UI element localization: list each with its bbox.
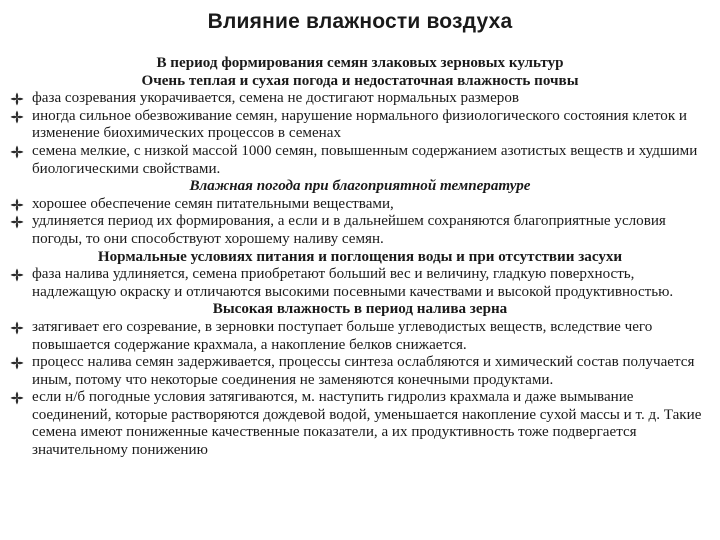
- diamond-bullet-icon: [10, 391, 24, 405]
- bullet-text: процесс налива семян задерживается, процессы синтеза ослабляются и химический состав получается иным, потому что некоторые соединения не заменяются конечными продуктами.: [32, 354, 695, 388]
- bullet-text: затягивает его созревание, в зерновки поступает больше углеводистых веществ, вследствие чего повышается содержание крахмала, а накопление белков снижается.: [32, 318, 653, 353]
- bullet-item: [10, 196, 710, 214]
- bullet-item: [10, 143, 710, 178]
- bullet-text: хорошее обеспечение семян питательными веществами,: [32, 195, 394, 212]
- bullet-item: [10, 266, 710, 301]
- bullet-item: [10, 319, 710, 354]
- diamond-bullet-icon: [10, 110, 24, 124]
- slide-title: Влияние влажности воздуха: [207, 10, 513, 33]
- section-heading: Нормальные условиях питания и поглощения воды и при отсутствии засухи: [97, 248, 623, 265]
- section-heading: Очень теплая и сухая погода и недостаточная влажность почвы: [141, 72, 579, 89]
- section-heading: Влажная погода при благоприятной температуре: [189, 178, 531, 195]
- diamond-bullet-icon: [10, 145, 24, 159]
- slide-content: [10, 55, 710, 460]
- diamond-bullet-icon: [10, 92, 24, 106]
- bullet-text: семена мелкие, с низкой массой 1000 семян, повышенным содержанием азотистых веществ и худшими биологическими свойствами.: [32, 142, 698, 177]
- diamond-bullet-icon: [10, 268, 24, 282]
- bullet-item: [10, 354, 710, 389]
- bullet-item: [10, 108, 710, 143]
- diamond-bullet-icon: [10, 321, 24, 335]
- diamond-bullet-icon: [10, 198, 24, 212]
- bullet-text: если н/б погодные условия затягиваются, м. наступить гидролиз крахмала и даже вымывание соединений, которые растворяются дождевой водой, уменьшается накопление сухой массы и т. д. Такие семена имеют пониженные качественные показатели, а их продуктивность тоже подвергается значительному понижению: [32, 389, 702, 459]
- diamond-bullet-icon: [10, 356, 24, 370]
- bullet-item: [10, 213, 710, 248]
- bullet-item: [10, 90, 710, 108]
- bullet-text: удлиняется период их формирования, а если и в дальнейшем сохраняются благоприятные условия погоды, то они способствуют хорошему наливу семян.: [32, 213, 666, 247]
- bullet-item: [10, 389, 710, 459]
- bullet-text: фаза созревания укорачивается, семена не достигают нормальных размеров: [32, 90, 520, 107]
- bullet-text: иногда сильное обезвоживание семян, нарушение нормального физиологического состояния клеток и изменение биохимических процессов в семенах: [32, 107, 688, 142]
- diamond-bullet-icon: [10, 215, 24, 229]
- bullet-text: фаза налива удлиняется, семена приобретают больший вес и величину, гладкую поверхность, надлежащую окраску и отличаются высокими посевными качествами и высокой продуктивностью.: [32, 266, 674, 300]
- section-heading: Высокая влажность в период налива зерна: [212, 301, 508, 318]
- section-heading: В период формирования семян злаковых зерновых культур: [156, 55, 564, 71]
